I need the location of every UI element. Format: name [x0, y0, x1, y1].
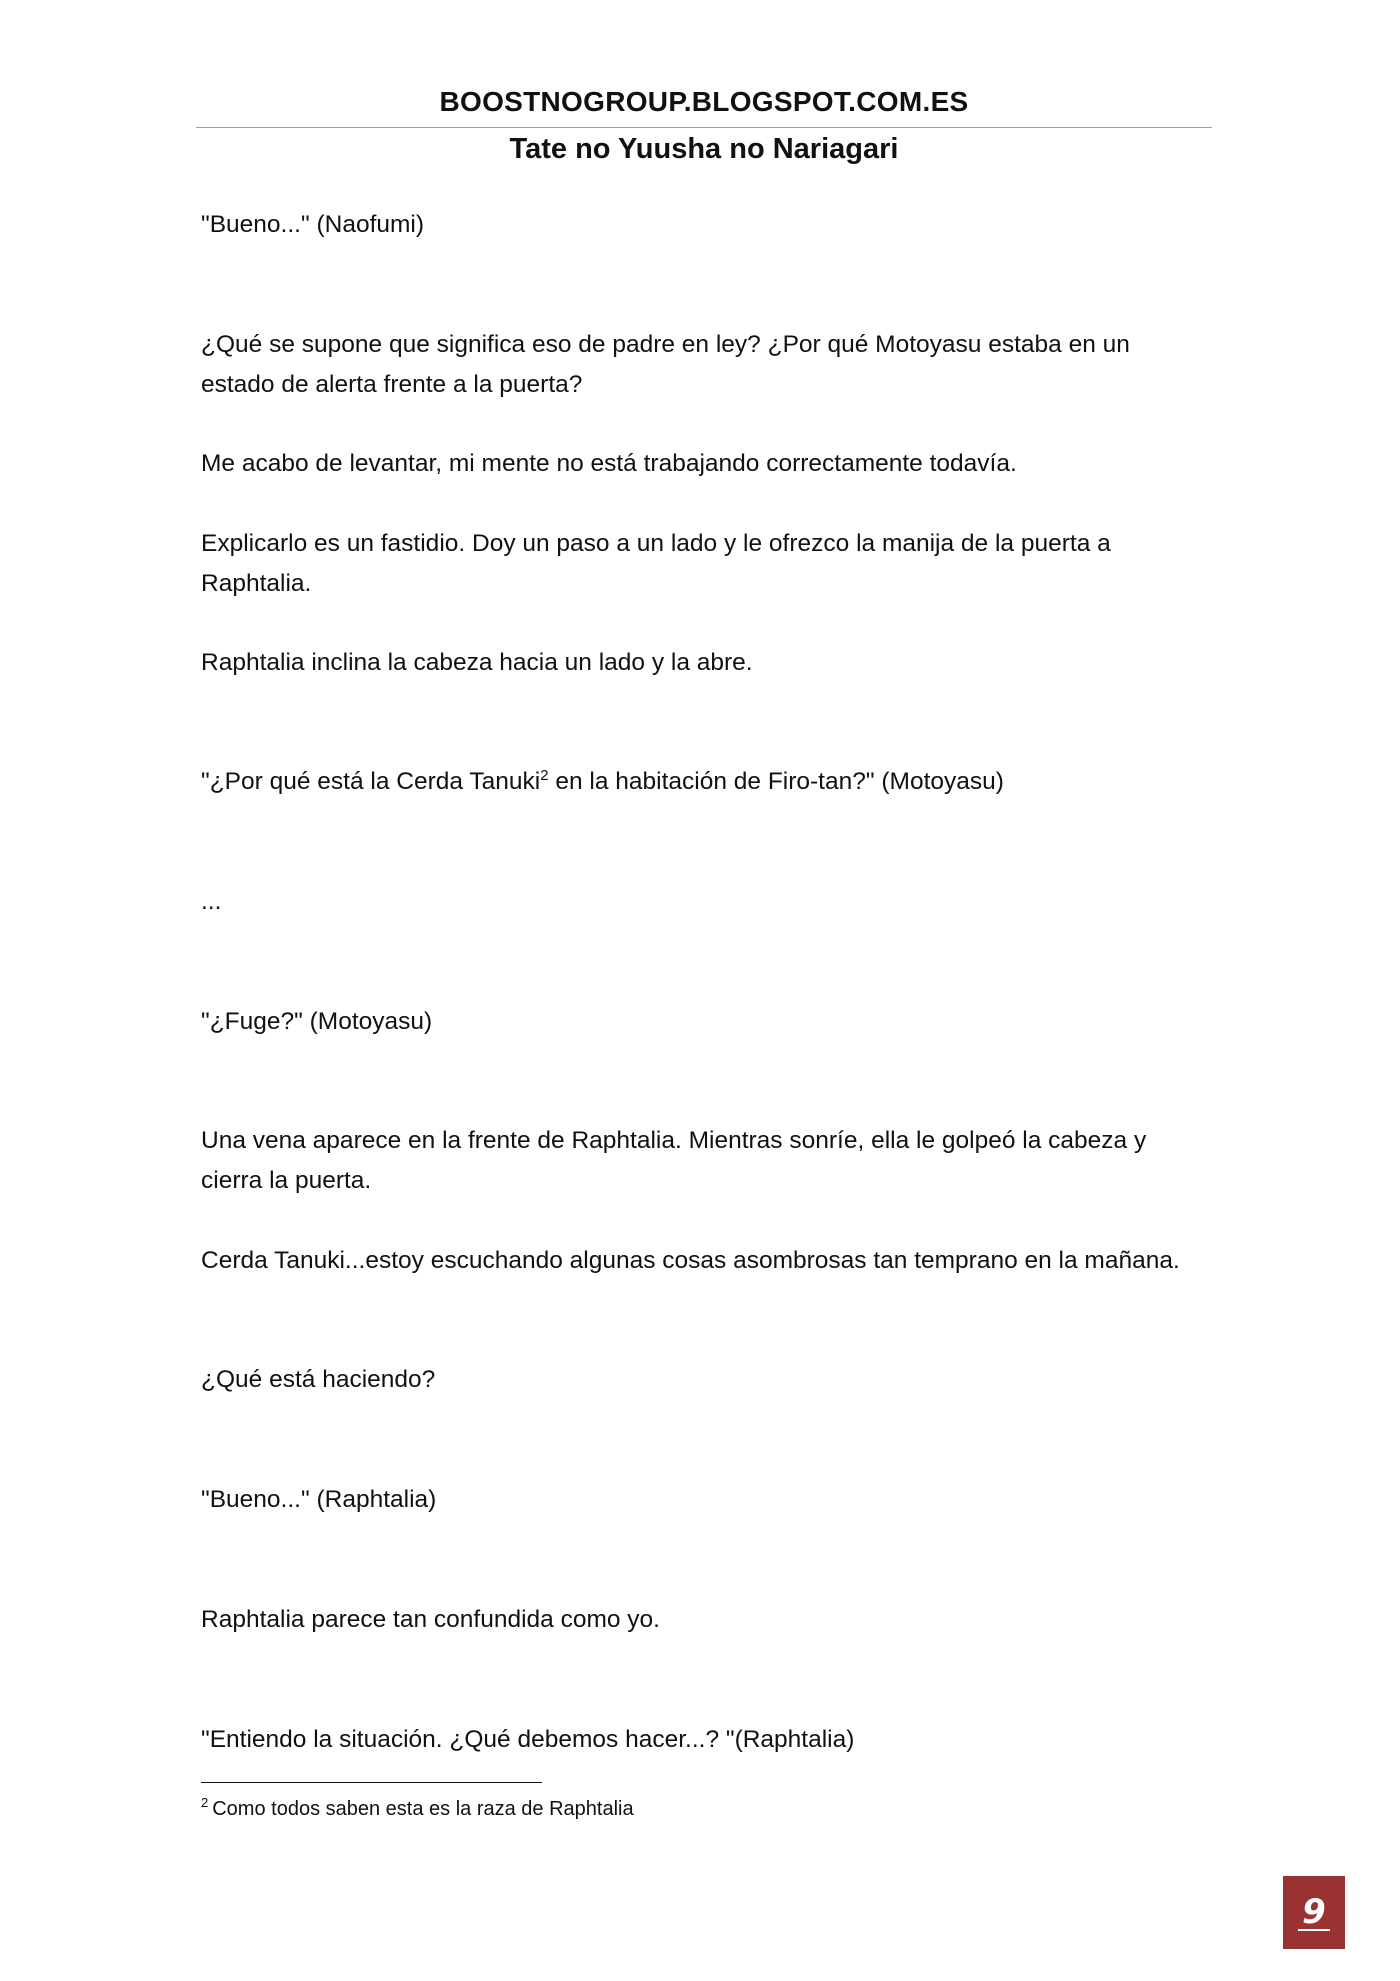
- paragraph-9: ¿Qué está haciendo?: [201, 1366, 436, 1393]
- header-site-url: BOOSTNOGROUP.BLOGSPOT.COM.ES: [439, 86, 969, 117]
- header-divider: [196, 127, 1212, 128]
- paragraph-8: Cerda Tanuki...estoy escuchando algunas cosas asombrosas tan temprano en la mañana.: [201, 1247, 1180, 1274]
- paragraph-1: "Bueno..." (Naofumi): [201, 211, 425, 238]
- footnote-text: Como todos saben esta es la raza de Raphtalia: [212, 1798, 634, 1820]
- page-number-badge: [1283, 1876, 1345, 1949]
- quote-text-after: en la habitación de Firo-tan?" (Motoyasu): [548, 768, 1004, 795]
- page-number: 9: [1298, 1895, 1330, 1931]
- footnote: [201, 1796, 634, 1822]
- paragraph-5: Raphtalia inclina la cabeza hacia un lado y la abre.: [201, 649, 753, 676]
- footnote-separator: [201, 1782, 542, 1783]
- quote-text-before: "¿Por qué está la Cerda Tanuki: [201, 768, 541, 795]
- document-title: Tate no Yuusha no Nariagari: [509, 133, 899, 165]
- paragraph-ellipsis: ...: [201, 888, 222, 915]
- paragraph-11: Raphtalia parece tan confundida como yo.: [201, 1606, 660, 1633]
- paragraph-4: Explicarlo es un fastidio. Doy un paso a un lado y le ofrezco la manija de la puerta a Raphtalia.: [201, 530, 1111, 597]
- paragraph-3: Me acabo de levantar, mi mente no está trabajando correctamente todavía.: [201, 450, 1017, 477]
- paragraph-2: ¿Qué se supone que significa eso de padre en ley? ¿Por qué Motoyasu estaba en un estado de alerta frente a la puerta?: [201, 331, 1130, 398]
- paragraph-footnoted-quote: [201, 762, 1201, 802]
- footnote-marker: 2: [201, 1795, 209, 1811]
- footnote-reference[interactable]: 2: [540, 766, 549, 784]
- paragraph-7: Una vena aparece en la frente de Raphtalia. Mientras sonríe, ella le golpeó la cabeza y cierra la puerta.: [201, 1127, 1147, 1194]
- paragraph-10: "Bueno..." (Raphtalia): [201, 1486, 437, 1513]
- paragraph-12: "Entiendo la situación. ¿Qué debemos hacer...? "(Raphtalia): [201, 1726, 855, 1753]
- paragraph-6: "¿Fuge?" (Motoyasu): [201, 1008, 433, 1035]
